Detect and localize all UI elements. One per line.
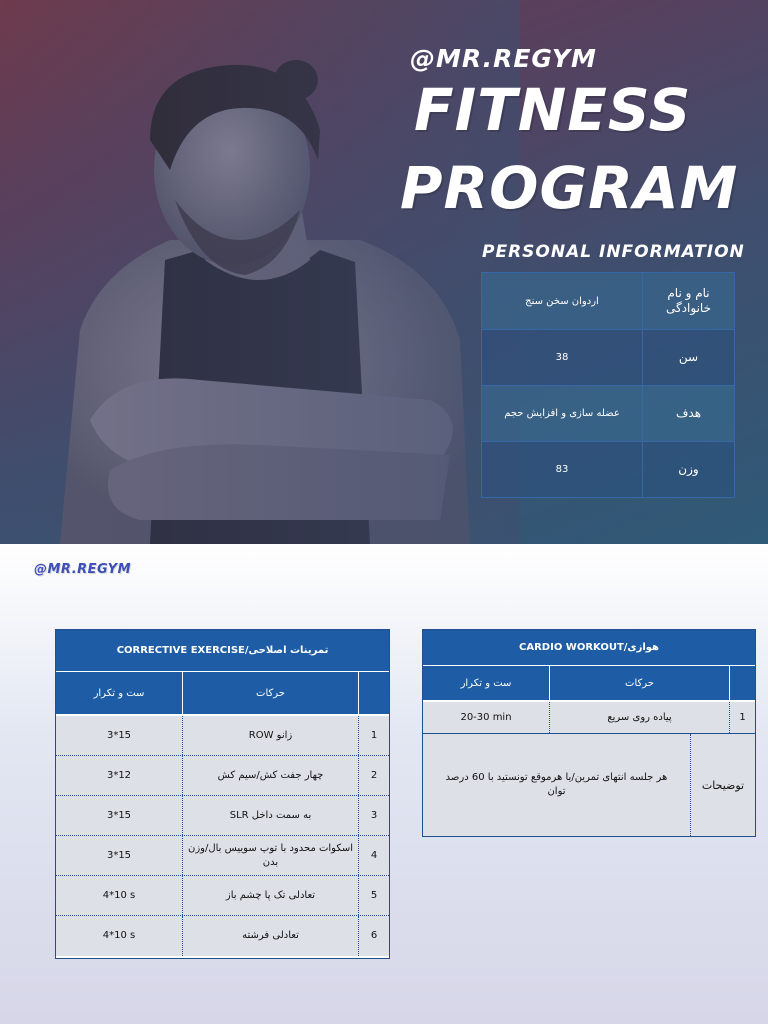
sets-cell: 4*10 s xyxy=(102,930,136,941)
info-label: هدف xyxy=(675,406,702,420)
info-row-weight xyxy=(482,441,734,497)
info-row-goal xyxy=(482,385,734,441)
info-row-age xyxy=(482,329,734,385)
move-cell: پیاده روی سریع xyxy=(549,702,729,733)
table-row xyxy=(56,876,389,916)
notes-row xyxy=(423,734,755,836)
number-cell: 4 xyxy=(358,836,389,875)
move-cell: تعادلی فرشته xyxy=(182,916,358,956)
sets-cell: 4*10 s xyxy=(102,889,136,901)
sets-cell: 3*12 xyxy=(106,769,132,781)
move-cell: تعادلی تک پا چشم باز xyxy=(182,876,358,915)
notes-label: توضیحات xyxy=(701,778,745,792)
number-cell: 1 xyxy=(729,702,755,733)
number-cell: 1 xyxy=(358,716,389,755)
brand-handle: @MR.REGYM xyxy=(410,44,597,73)
number-cell: 6 xyxy=(358,916,389,956)
column-number xyxy=(358,672,389,714)
title-line-1: FITNESS xyxy=(414,76,692,144)
personal-info-table xyxy=(481,272,735,498)
sets-cell: 3*15 xyxy=(106,729,132,741)
corrective-exercise-table xyxy=(55,629,390,959)
move-cell: اسکوات محدود با توپ سوییس بال/وزن بدن xyxy=(182,836,358,875)
info-value: 83 xyxy=(482,442,643,497)
info-label: سن xyxy=(678,350,699,364)
number-cell: 3 xyxy=(358,796,389,835)
info-row-name xyxy=(482,273,734,329)
table-title: هوازی/CARDIO WORKOUT xyxy=(423,630,755,666)
table-column-headers xyxy=(423,666,755,702)
table-row xyxy=(56,756,389,796)
table-row xyxy=(56,716,389,756)
column-sets-reps: ست و تکرار xyxy=(460,677,512,689)
info-label: نام و نام خانوادگی xyxy=(665,286,711,315)
move-cell: به سمت داخل SLR xyxy=(182,796,358,835)
sets-cell: 3*15 xyxy=(106,809,132,821)
column-moves: حرکات xyxy=(182,672,358,714)
table-title: تمرینات اصلاحی/CORRECTIVE EXERCISE xyxy=(56,630,389,672)
move-cell: چهار جفت کش/سیم کش xyxy=(182,756,358,795)
number-cell: 5 xyxy=(358,876,389,915)
info-value: عضله سازی و افزایش حجم xyxy=(482,386,643,441)
table-column-headers xyxy=(56,672,389,716)
table-row xyxy=(423,702,755,734)
sets-cell: 3*15 xyxy=(106,849,132,861)
personal-info-heading: PERSONAL INFORMATION xyxy=(482,242,745,262)
cardio-workout-table xyxy=(422,629,756,837)
info-value: 38 xyxy=(482,330,643,385)
brand-handle-small: @MR.REGYM xyxy=(34,562,132,577)
table-row xyxy=(56,916,389,956)
column-number xyxy=(729,666,755,700)
info-label: وزن xyxy=(678,462,699,476)
info-value: اردوان سخن سنج xyxy=(482,273,643,329)
title-line-2: PROGRAM xyxy=(400,154,739,222)
sets-cell: 20-30 min xyxy=(460,711,512,723)
table-row xyxy=(56,836,389,876)
column-sets-reps: ست و تکرار xyxy=(93,687,145,699)
column-moves: حرکات xyxy=(549,666,729,700)
move-cell: زانو ROW xyxy=(182,716,358,755)
table-row xyxy=(56,796,389,836)
notes-text: هر جلسه انتهای تمرین/یا هرموقع تونستید با 60 درصد توان xyxy=(423,734,691,836)
number-cell: 2 xyxy=(358,756,389,795)
